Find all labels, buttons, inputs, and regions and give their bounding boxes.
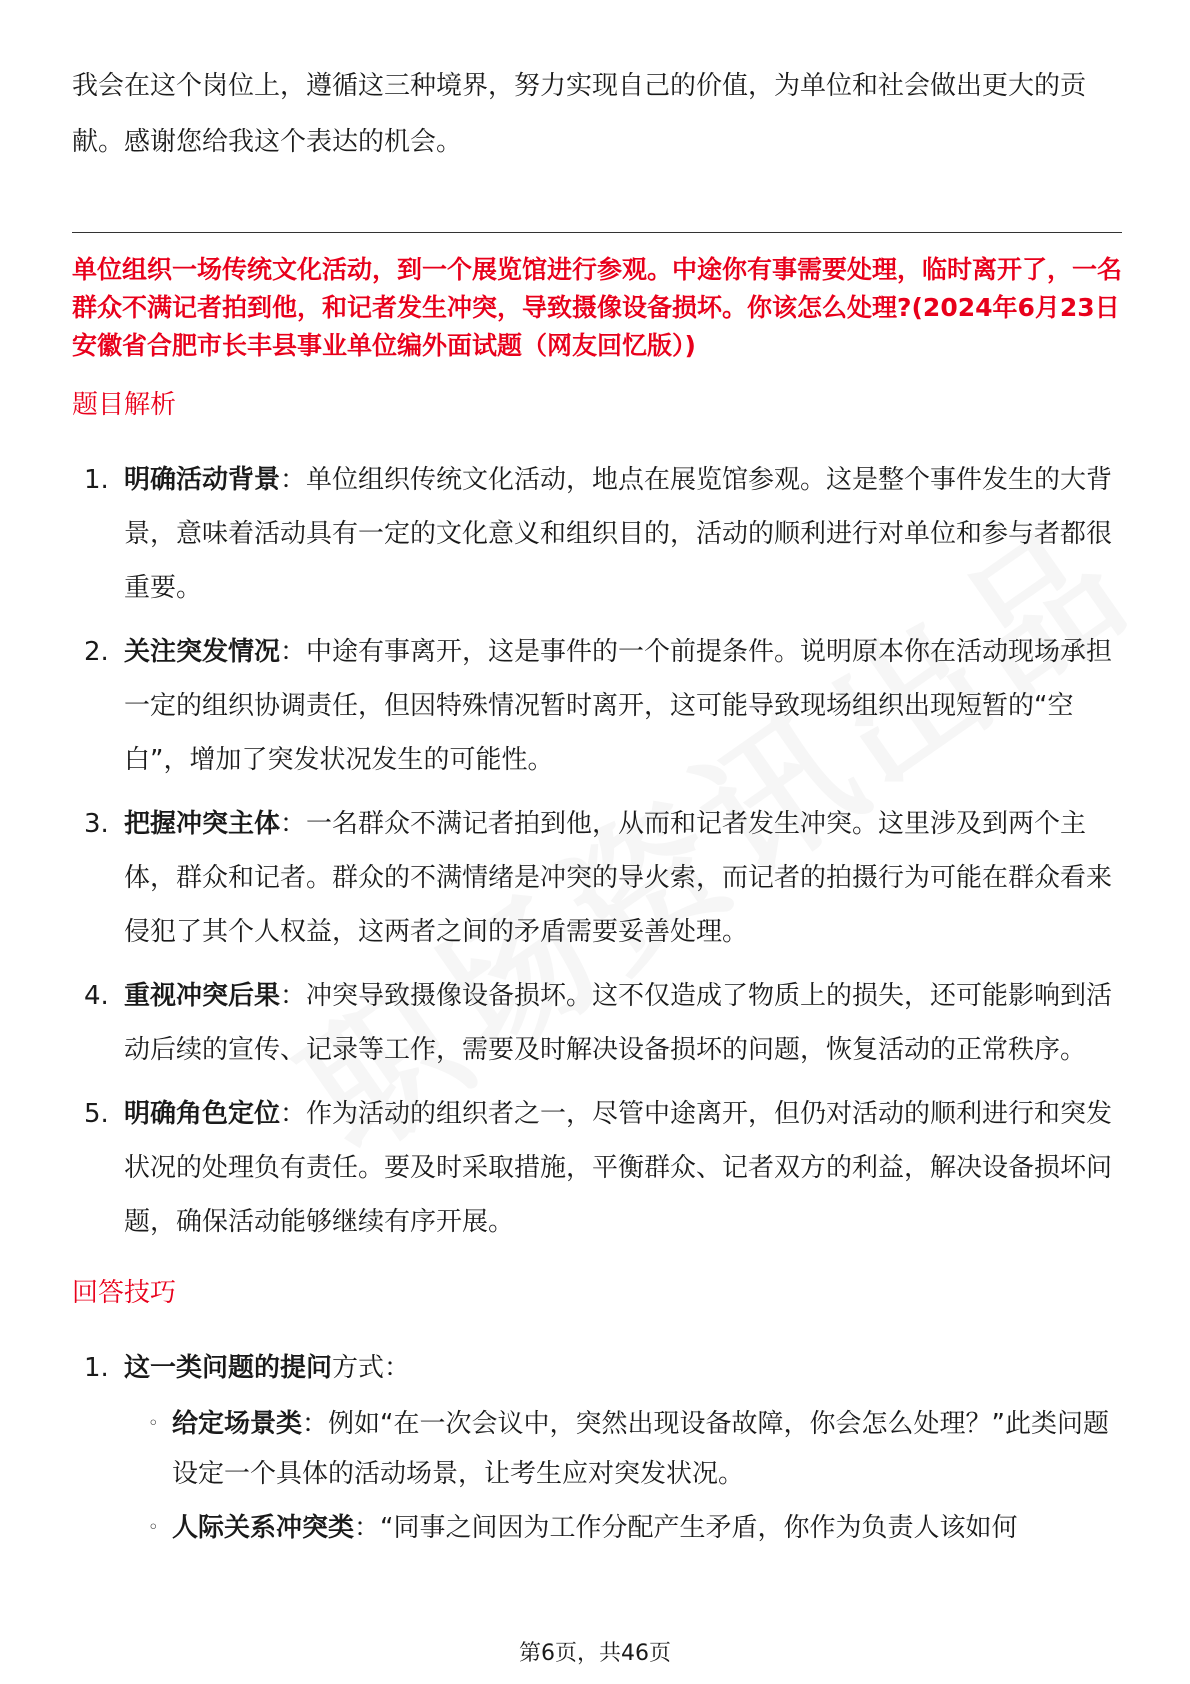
item-label: 关注突发情况 <box>124 637 281 667</box>
bullet-icon: ◦ <box>148 1413 159 1434</box>
page-footer: 第6页，共46页 <box>519 1641 671 1666</box>
tips-subitem <box>124 1503 1122 1553</box>
tips-subitem <box>124 1399 1122 1499</box>
section-divider <box>72 232 1122 233</box>
item-number: 3. <box>84 809 109 839</box>
subitem-text: ：“同事之间因为工作分配产生矛盾，你作为负责人该如何 <box>354 1513 1018 1543</box>
item-text: ：中途有事离开，这是事件的一个前提条件。说明原本你在活动现场承担一定的组织协调责任，但因特殊情况暂时离开，这可能导致现场组织出现短暂的“空白”，增加了突发状况发生的可能性。 <box>124 637 1113 775</box>
tips-sublist <box>124 1399 1122 1553</box>
item-number: 5. <box>84 1099 109 1129</box>
analysis-item <box>72 797 1122 959</box>
tips-item <box>72 1341 1122 1553</box>
bullet-icon: ◦ <box>148 1517 159 1538</box>
item-label: 重视冲突后果 <box>124 981 281 1011</box>
analysis-item <box>72 453 1122 615</box>
analysis-item <box>72 625 1122 787</box>
analysis-item <box>72 969 1122 1077</box>
item-text: ：作为活动的组织者之一，尽管中途离开，但仍对活动的顺利进行和突发状况的处理负有责任。要及时采取措施，平衡群众、记者双方的利益，解决设备损坏问题，确保活动能够继续有序开展。 <box>124 1099 1113 1237</box>
subitem-text: ：例如“在一次会议中，突然出现设备故障，你会怎么处理？”此类问题设定一个具体的活动场景，让考生应对突发状况。 <box>172 1409 1109 1489</box>
item-number: 4. <box>84 981 109 1011</box>
item-text: ：一名群众不满记者拍到他，从而和记者发生冲突。这里涉及到两个主体，群众和记者。群众的不满情绪是冲突的导火索，而记者的拍摄行为可能在群众看来侵犯了其个人权益，这两者之间的矛盾需要妥善处理。 <box>124 809 1113 947</box>
item-number: 2. <box>84 637 109 667</box>
item-number: 1. <box>84 1353 109 1383</box>
analysis-item <box>72 1087 1122 1249</box>
question-heading: 单位组织一场传统文化活动，到一个展览馆进行参观。中途你有事需要处理，临时离开了，一名群众不满记者拍到他，和记者发生冲突，导致摄像设备损坏。你该怎么处理?(2024年6月23日安徽省合肥市长丰县事业单位编外面试题（网友回忆版）) <box>72 255 1123 360</box>
analysis-title: 题目解析 <box>72 390 177 420</box>
item-label: 明确角色定位 <box>124 1099 281 1129</box>
subitem-label: 给定场景类 <box>172 1409 303 1439</box>
item-label: 这一类问题的提问 <box>124 1353 333 1383</box>
analysis-list <box>72 453 1122 1249</box>
item-number: 1. <box>84 465 109 495</box>
subitem-label: 人际关系冲突类 <box>172 1513 355 1543</box>
intro-paragraph: 我会在这个岗位上，遵循这三种境界，努力实现自己的价值，为单位和社会做出更大的贡献。感谢您给我这个表达的机会。 <box>72 71 1087 157</box>
item-text: ：冲突导致摄像设备损坏。这不仅造成了物质上的损失，还可能影响到活动后续的宣传、记录等工作，需要及时解决设备损坏的问题，恢复活动的正常秩序。 <box>124 981 1113 1065</box>
document-page <box>72 58 1122 1557</box>
item-text: 方式： <box>332 1353 411 1383</box>
item-text: ：单位组织传统文化活动，地点在展览馆参观。这是整个事件发生的大背景，意味着活动具有一定的文化意义和组织目的，活动的顺利进行对单位和参与者都很重要。 <box>124 465 1113 603</box>
tips-list <box>72 1341 1122 1553</box>
item-label: 把握冲突主体 <box>124 809 281 839</box>
tips-title: 回答技巧 <box>72 1278 177 1308</box>
item-label: 明确活动背景 <box>124 465 281 495</box>
